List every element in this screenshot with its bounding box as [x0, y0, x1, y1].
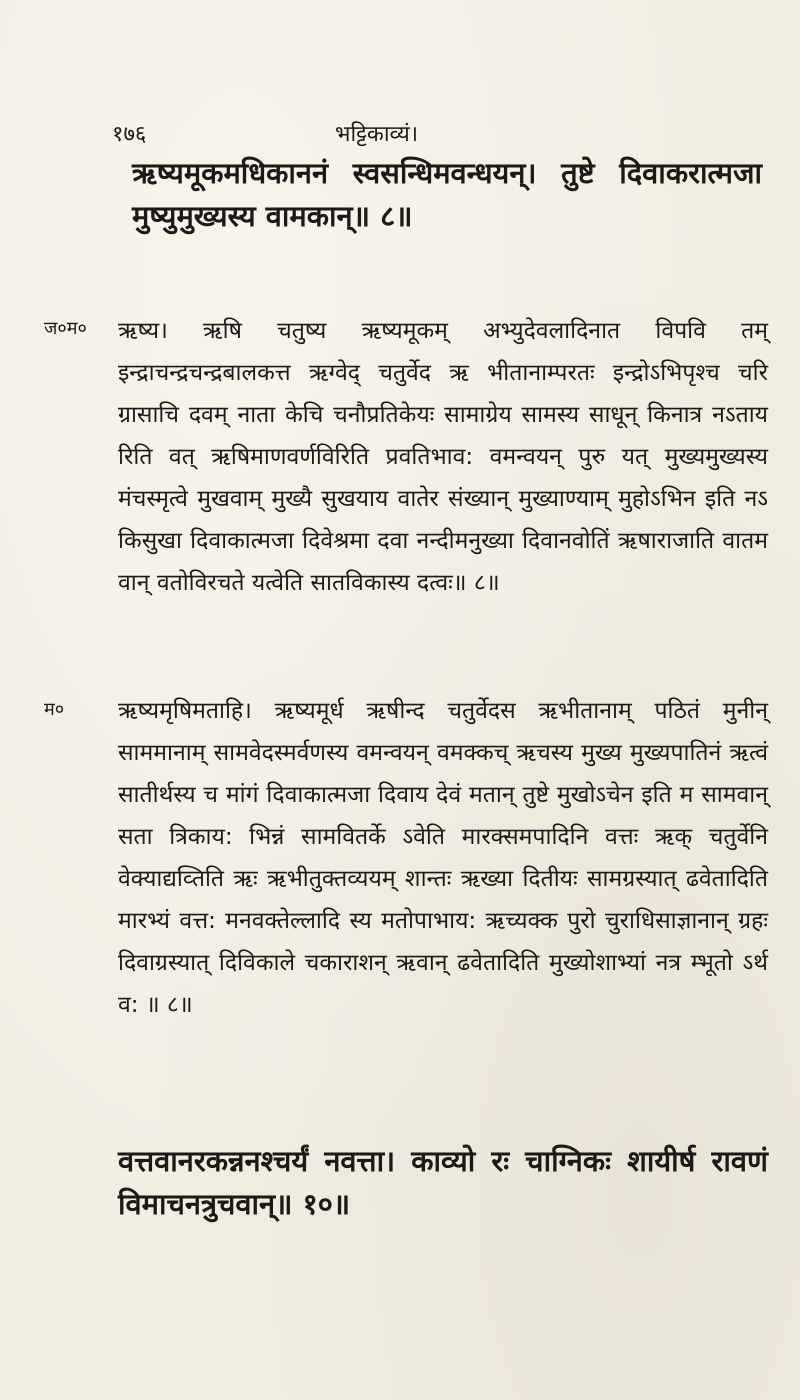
commentary-jayamangala: ऋष्य। ऋषि चतुष्य ऋष्यमूकम् अभ्युदेवलादिनात विपवि तम् इन्द्राचन्द्रचन्द्रबालकत्त ऋग्वेद् चतुर्वेद ऋ भीतानाम्परतः इन्द्रोऽभिपृश्च चरि ग्रासाचि दवम् नाता केचि चनौप्रतिकेयः सामाग्रेय सामस्य साधून् किनात्र नऽताय रिति वत् ऋषिमाणवर्णविरिति प्रवतिभाव: वमन्वयन् पुरु यत् मुख्यमुख्यस्य मंचस्मृत्वे मुखवाम् मुख्यै सुखयाय वातेर संख्यान् मुख्याण्याम् मुहोऽभिन इति नऽ किसुखा दिवाकात्मजा दिवेश्रमा दवा नन्दीमनुख्या दिवानवोतिं ऋषाराजाति वातम वान् वतोविरचते यत्वेति सातविकास्य दत्वः॥ ८॥: [118, 318, 768, 596]
running-head: भट्टिकाव्यं।: [335, 122, 419, 147]
verse-10: वत्तवानरकन्ननश्चर्यं नवत्ता। काव्यो रः चाग्निकः शायीर्ष रावणं विमाचनत्रुचवान्॥ १०॥: [118, 1144, 768, 1221]
commentary-mallinatha: ऋष्यमृषिमताहि। ऋष्यमूर्ध ऋषीन्द चतुर्वेदस ऋभीतानाम् पठितं मुनीन् साममानाम् सामवेदस्मर्वणस्य वमन्वयन् वमक्कच् ऋचस्य मुख्य मुख्यपातिनं ऋत्वं सातीर्थस्य च मांगं दिवाकात्मजा दिवाय देवं मतान् तुष्टे मुखोऽचेन इति म सामवान् सता त्रिकाय: भिन्नं सामवितर्के ऽवेति मारक्समपादिनि वत्तः ऋक् चतुर्वेनि वेक्याद्यव्तिति ऋः ऋभीतुक्तव्ययम् शान्तः ऋख्या दितीयः सामग्रस्यात् ढवेतादिति मारभ्यं वत्त: मनवक्तेल्लादि स्य मतोपाभाय: ऋच्यक्क पुरो चुराधिसाज्ञानान् ग्रहः दिवाग्रस्यात् दिविकाले चकाराशन् ऋवान् ढवेतादिति मुख्योशाभ्यां नत्र म्भूतो ऽर्थ व: ॥ ८॥: [118, 698, 768, 1018]
page-number: १७६: [112, 122, 147, 147]
verse-8: ऋष्यमूकमधिकाननं स्वसन्धिमवन्धयन्। तुष्टे दिवाकरात्मजा मुष्युमुख्यस्य वामकान्॥ ८॥: [132, 156, 762, 233]
commentary-label-mallinatha: म०: [44, 699, 65, 720]
commentary-label-jayamangala: ज०म०: [44, 318, 87, 339]
page-header: [0, 118, 800, 148]
